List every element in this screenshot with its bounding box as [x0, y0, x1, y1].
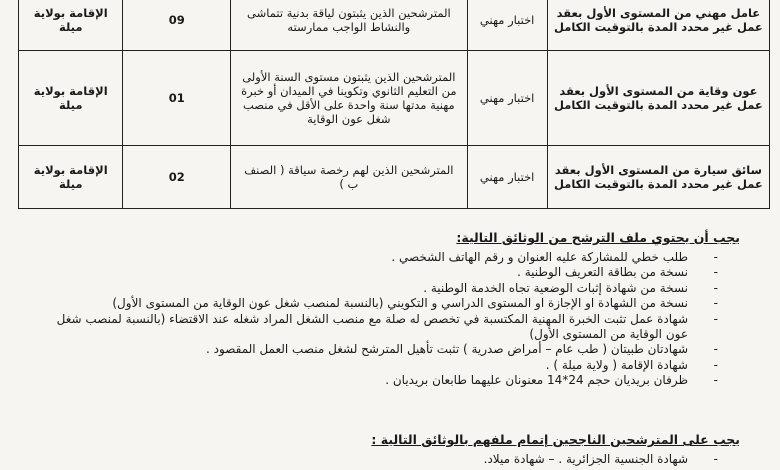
positions-count-cell: 09 — [123, 0, 231, 51]
list-item: - نسخة من الشهادة او الإجازة او المستوى الدراسي و التكويني (بالنسبة لمنصب شغل عون الوقاية من المستوى الأول) — [48, 296, 688, 311]
selection-method-cell: اختبار مهني — [467, 146, 547, 209]
selection-method-cell: اختبار مهني — [467, 0, 547, 51]
selection-method-cell: اختبار مهني — [467, 51, 547, 146]
conditions-cell: المترشحين الذين يثبتون لياقة بدنية تتماشى والنشاط الواجب ممارسته — [231, 0, 467, 51]
job-title-cell: عامل مهني من المستوى الأول بعقد عمل غير محدد المدة بالتوقيت الكامل — [547, 0, 769, 51]
jobs-table — [18, 0, 770, 209]
list-item: - نسخة من شهادة إثبات الوضعية تجاه الخدمة الوطنية . — [48, 281, 688, 296]
table-row — [19, 146, 770, 209]
list-item: - طلب خطي للمشاركة عليه العنوان و رقم الهاتف الشخصي . — [48, 250, 688, 265]
table-row — [19, 0, 770, 51]
list-item: - نسخة من بطاقة التعريف الوطنية . — [48, 265, 688, 280]
positions-count-cell: 01 — [123, 51, 231, 146]
positions-count-cell: 02 — [123, 146, 231, 209]
table-row — [19, 51, 770, 146]
residence-cell: الإقامة بولاية ميلة — [19, 146, 123, 209]
conditions-cell: المترشحين الذين يثبتون مستوى السنة الأولى من التعليم الثانوي وتكوينا في الميدان أو خبرة مهنية مدتها سنة واحدة على الأقل في منصب شغل عون الوقاية — [231, 51, 467, 146]
job-title-cell: سائق سيارة من المستوى الأول بعقد عمل غير محدد المدة بالتوقيت الكامل — [547, 146, 769, 209]
residence-cell: الإقامة بولاية ميلة — [19, 51, 123, 146]
file-documents-heading: يجب أن يحتوي ملف الترشح من الوثائق التالية: — [456, 230, 740, 245]
file-documents-list — [48, 250, 688, 389]
residence-cell: الإقامة بولاية ميلة — [19, 0, 123, 51]
successful-documents-list — [48, 452, 688, 467]
list-item: - شهادة الإقامة ( ولاية ميلة ) . — [48, 358, 688, 373]
list-item: - ظرفان بريديان حجم 24*14 معنونان عليهما طابعان بريديان . — [48, 373, 688, 388]
job-title-cell: عون وقاية من المستوى الأول بعقد عمل غير محدد المدة بالتوقيت الكامل — [547, 51, 769, 146]
list-item: - شهادتان طبيتان ( طب عام – أمراض صدرية ) تثبت تأهيل المترشح لشغل منصب العمل المقصود . — [48, 342, 688, 357]
list-item: - شهادة الجنسية الجزائرية . – شهادة ميلاد. — [48, 452, 688, 467]
list-item: - شهادة عمل تثبت الخبرة المهنية المكتسبة في تخصص له صلة مع منصب الشغل المراد شغله عند الاقتضاء (بالنسبة لمنصب شغل عون الوقاية من المستوى الأول) — [48, 312, 688, 343]
conditions-cell: المترشحين الذين لهم رخصة سياقة ( الصنف ب ) — [231, 146, 467, 209]
successful-candidates-heading: يجب على المترشحين الناجحين إتمام ملفهم بالوثائق التالية : — [371, 432, 740, 447]
